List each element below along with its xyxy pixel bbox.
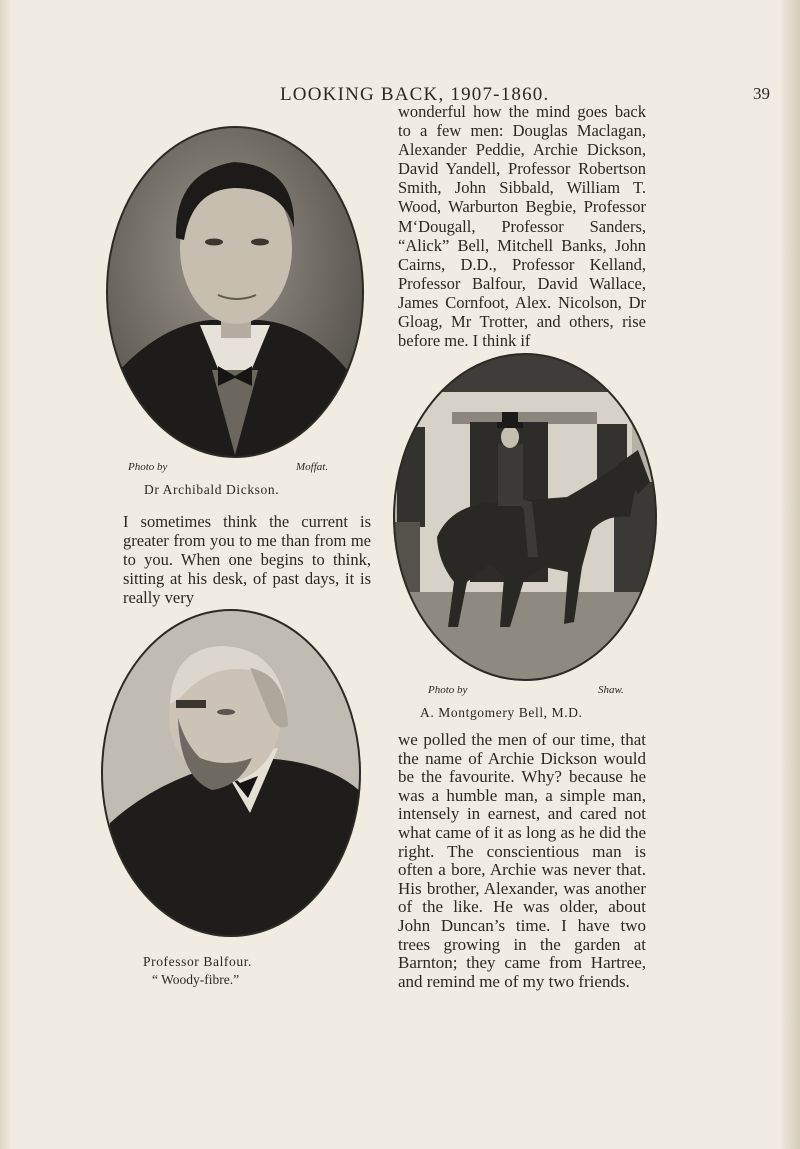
caption-balfour-nickname: “ Woody-fibre.” <box>152 972 240 987</box>
page-right-edge <box>782 0 800 1149</box>
page-number: 39 <box>753 84 770 103</box>
photo-credit-dickson <box>128 461 167 473</box>
photographer-bell: Shaw. <box>598 684 624 696</box>
portrait-dickson <box>100 120 370 465</box>
photo-by-label: Photo by <box>428 684 468 696</box>
photo-by-label: Photo by <box>128 461 168 473</box>
caption-dickson: Dr Archibald Dickson. <box>144 482 280 497</box>
photo-credit-bell <box>428 684 467 696</box>
caption-balfour: Professor Balfour. <box>143 954 253 969</box>
body-text-middle: I sometimes think the current is greater from you to me than from me to you. When one begins to think, sitting at his desk, of past days, it is really very <box>123 512 371 608</box>
running-header: LOOKING BACK, 1907-1860. <box>280 84 550 105</box>
photographer-dickson: Moffat. <box>296 461 329 473</box>
page-left-edge <box>0 0 10 1149</box>
photo-bell-on-horse <box>392 352 658 682</box>
body-text-bottom: we polled the men of our time, that the name of Archie Dickson would be the favourite. Why? because he was a humble man, a simple man, intensely in earnest, and cared not what came of it as long as he did the right. The conscientious man is often a bore, Archie was never that. His brother, Alexander, was another of the like. He was older, about John Duncan’s time. I have two trees growing in the garden at Barnton; they came from Hartree, and remind me of my two friends. <box>398 730 646 991</box>
caption-bell: A. Montgomery Bell, M.D. <box>420 705 583 720</box>
body-text-top: wonderful how the mind goes back to a few men: Douglas Maclagan, Alexander Peddie, Archie Dickson, David Yandell, Professor Robertson Smith, John Sibbald, William T. Wood, Warburton Begbie, Professor M‘Dougall, Professor Sanders, “Alick” Bell, Mitchell Banks, John Cairns, D.D., Professor Kelland, Professor Balfour, David Wallace, James Cornfoot, Alex. Nicolson, Dr Gloag, Mr Trotter, and others, rise before me. I think if <box>398 102 646 351</box>
portrait-balfour <box>100 608 362 938</box>
